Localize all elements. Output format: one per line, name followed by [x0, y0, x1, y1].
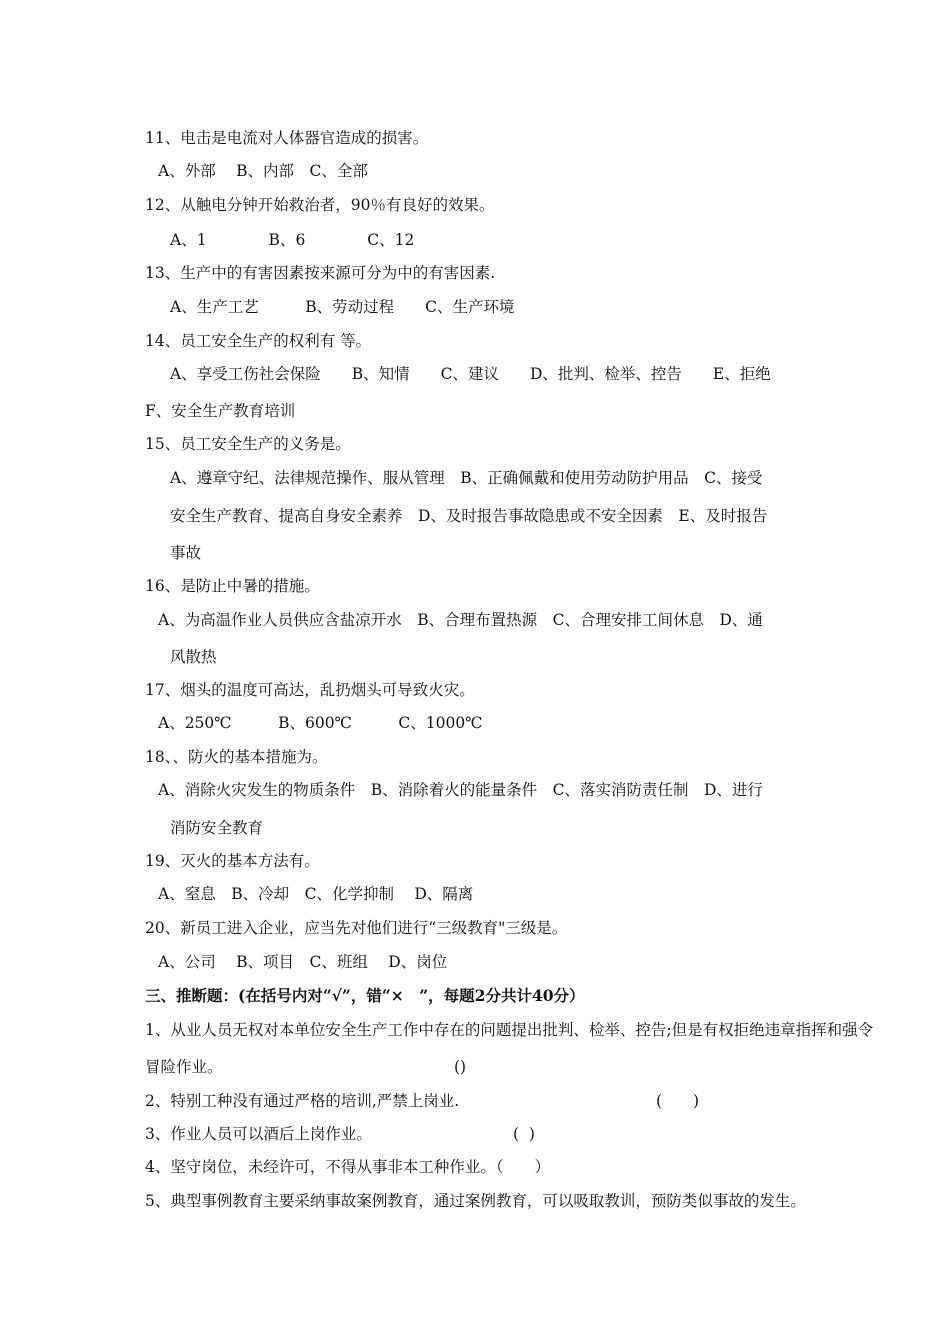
- judgement-2: 2、特别工种没有通过严格的培训,严禁上岗业.: [145, 1092, 460, 1110]
- question-17: 17、烟头的温度可高达，乱扔烟头可导致火灾。: [145, 681, 475, 699]
- question-13: 13、生产中的有害因素按来源可分为中的有害因素.: [145, 264, 496, 282]
- question-15-options-2: 安全生产教育、提高自身安全素养 D、及时报告事故隐患或不安全因素 E、及时报告: [170, 507, 768, 525]
- judgement-5: 5、典型事例教育主要采纳事故案例教育，通过案例教育，可以吸取教训，预防类似事故的发生。: [145, 1192, 806, 1210]
- question-14-options: A、享受工伤社会保险 B、知情 C、建议 D、批判、检举、控告 E、拒绝: [170, 365, 771, 383]
- question-13-options: A、生产工艺 B、劳动过程 C、生产环境: [170, 298, 515, 316]
- question-16-options-2: 风散热: [170, 648, 217, 666]
- question-15-options-3: 事故: [170, 544, 202, 562]
- question-19: 19、灭火的基本方法有。: [145, 852, 320, 870]
- question-11-options: A、外部 B、内部 C、全部: [158, 162, 368, 180]
- question-18: 18、、防火的基本措施为。: [145, 748, 328, 766]
- judgement-3-answer-paren: ( ): [513, 1125, 535, 1143]
- question-11: 11、电击是电流对人体器官造成的损害。: [145, 129, 429, 147]
- judgement-2-answer-paren: ( ): [656, 1092, 700, 1110]
- question-14-options-cont: F、安全生产教育培训: [145, 402, 296, 420]
- question-12-options: A、1 B、6 C、12: [170, 231, 415, 249]
- question-20: 20、新员工进入企业，应当先对他们进行“三级教育"三级是。: [145, 919, 568, 937]
- section-3-heading: 三、推断题：(在括号内对“√”，错“× ”，每题2分共计40分）: [145, 986, 585, 1005]
- question-16: 16、是防止中暑的措施。: [145, 577, 320, 595]
- judgement-3: 3、作业人员可以酒后上岗作业。: [145, 1125, 372, 1143]
- judgement-1-answer-paren: (): [454, 1058, 467, 1076]
- question-19-options: A、窒息 B、冷却 C、化学抑制 D、隔离: [158, 885, 474, 903]
- question-14: 14、员工安全生产的权利有 等。: [145, 332, 372, 350]
- judgement-4: 4、坚守岗位，未经许可，不得从事非本工种作业。（ ）: [145, 1158, 551, 1176]
- question-15: 15、员工安全生产的义务是。: [145, 435, 351, 453]
- question-12: 12、从触电分钟开始救治者，90％有良好的效果。: [145, 196, 495, 214]
- question-15-options-1: A、遵章守纪、法律规范操作、服从管理 B、正确佩戴和使用劳动防护用品 C、接受: [170, 469, 763, 487]
- judgement-1-line-2: 冒险作业。: [145, 1058, 223, 1076]
- question-17-options: A、250℃ B、600℃ C、1000℃: [158, 714, 483, 732]
- question-16-options-1: A、为高温作业人员供应含盐凉开水 B、合理布置热源 C、合理安排工间休息 D、通: [158, 611, 763, 629]
- question-20-options: A、公司 B、项目 C、班组 D、岗位: [158, 953, 448, 971]
- question-18-options-2: 消防安全教育: [170, 819, 264, 837]
- question-18-options-1: A、消除火灾发生的物质条件 B、消除着火的能量条件 C、落实消防责任制 D、进行: [158, 781, 763, 799]
- judgement-1-line-1: 1、从业人员无权对本单位安全生产工作中存在的问题提出批判、检举、控告;但是有权拒绝违章指挥和强令: [145, 1021, 874, 1039]
